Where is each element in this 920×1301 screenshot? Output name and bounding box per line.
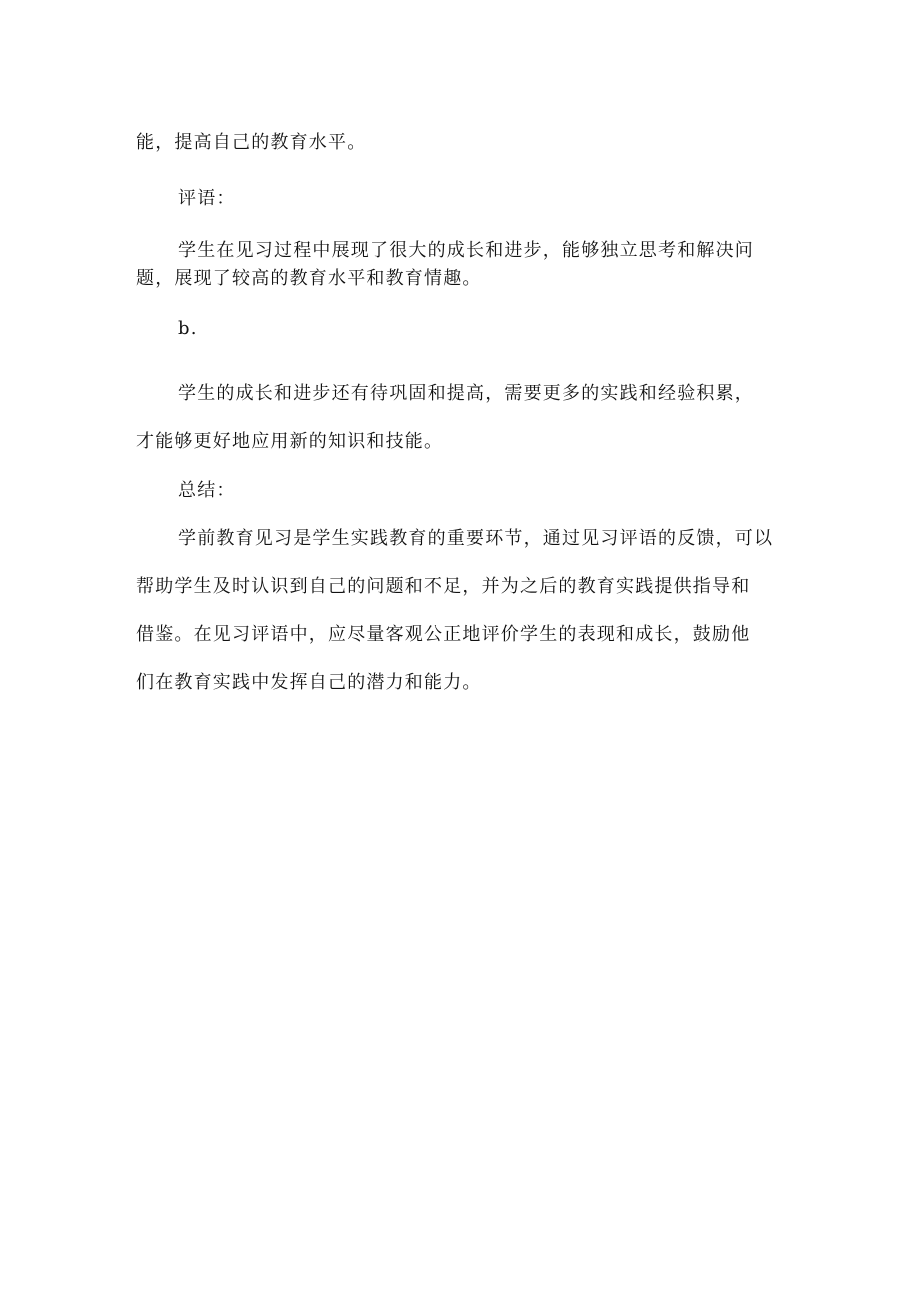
section-heading-comment: 评语： [178, 188, 236, 209]
section-heading-summary: 总结： [178, 480, 236, 501]
text-line: 能，提高自己的教育水平。 [136, 132, 367, 153]
text-line: 才能够更好地应用新的知识和技能。 [136, 431, 444, 452]
text-line: 题，展现了较高的教育水平和教育情趣。 [136, 268, 482, 289]
text-line: 学生在见习过程中展现了很大的成长和进步，能够独立思考和解决问 [178, 240, 754, 261]
text-line: 帮助学生及时认识到自己的问题和不足，并为之后的教育实践提供指导和 [136, 576, 751, 597]
text-line: 们在教育实践中发挥自己的潜力和能力。 [136, 672, 482, 693]
list-marker-b: b. [178, 318, 198, 339]
text-line: 借鉴。在见习评语中，应尽量客观公正地评价学生的表现和成长，鼓励他 [136, 624, 751, 645]
text-line: 学生的成长和进步还有待巩固和提高，需要更多的实践和经验积累， [178, 383, 754, 404]
text-line: 学前教育见习是学生实践教育的重要环节，通过见习评语的反馈，可以 [178, 528, 774, 549]
